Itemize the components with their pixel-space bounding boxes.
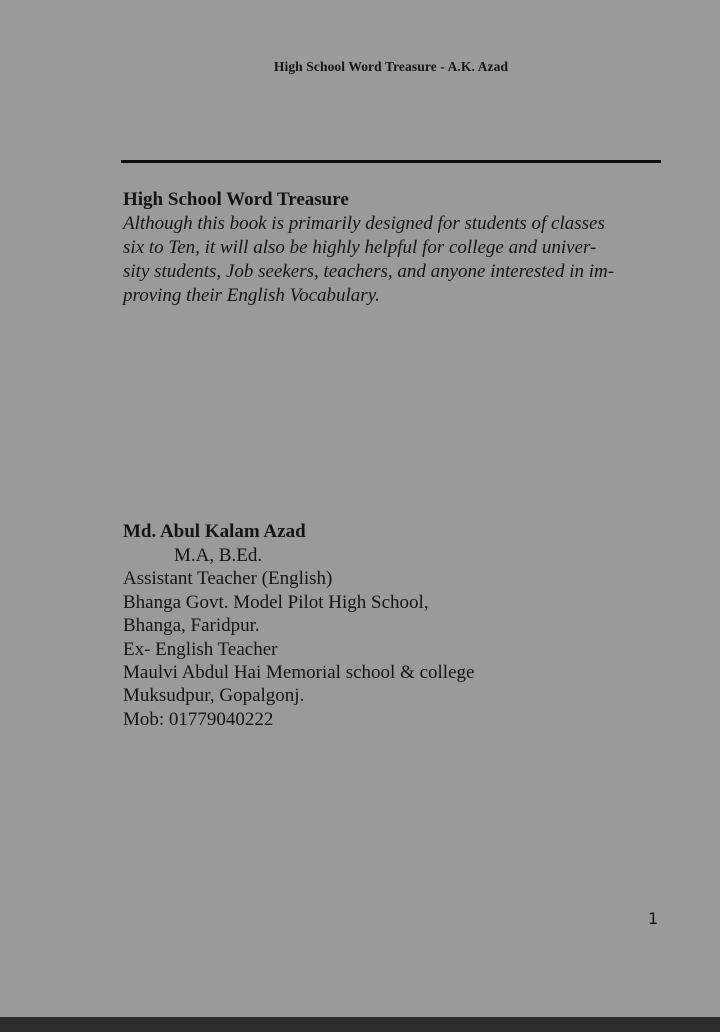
author-info [123,520,663,731]
author-detail-line: Bhanga, Faridpur. [123,615,260,637]
author-detail-line: Ex- English Teacher [123,638,278,660]
author-detail-line: Maulvi Abdul Hai Memorial school & college [123,662,475,684]
author-detail-line: Bhanga Govt. Model Pilot High School, [123,591,429,613]
author-detail-line: Assistant Teacher (English) [123,568,333,590]
blurb-line: proving their English Vocabulary. [123,285,380,306]
blurb-line: sity students, Job seekers, teachers, and anyone interested in im- [123,261,615,282]
book-description [123,188,663,308]
author-phone: Mob: 01779040222 [123,708,274,730]
page-number: 1 [648,909,659,928]
bottom-edge-bar [0,1017,720,1032]
header-rule [121,160,661,163]
author-name: Md. Abul Kalam Azad [123,521,306,542]
running-header: High School Word Treasure - A.K. Azad [273,59,509,74]
author-degrees: M.A, B.Ed. [174,545,263,566]
blurb-line: six to Ten, it will also be highly helpful for college and univer- [123,237,597,258]
book-title: High School Word Treasure [123,189,349,210]
author-detail-line: Muksudpur, Gopalgonj. [123,685,305,707]
blurb-line: Although this book is primarily designed for students of classes [123,213,605,234]
